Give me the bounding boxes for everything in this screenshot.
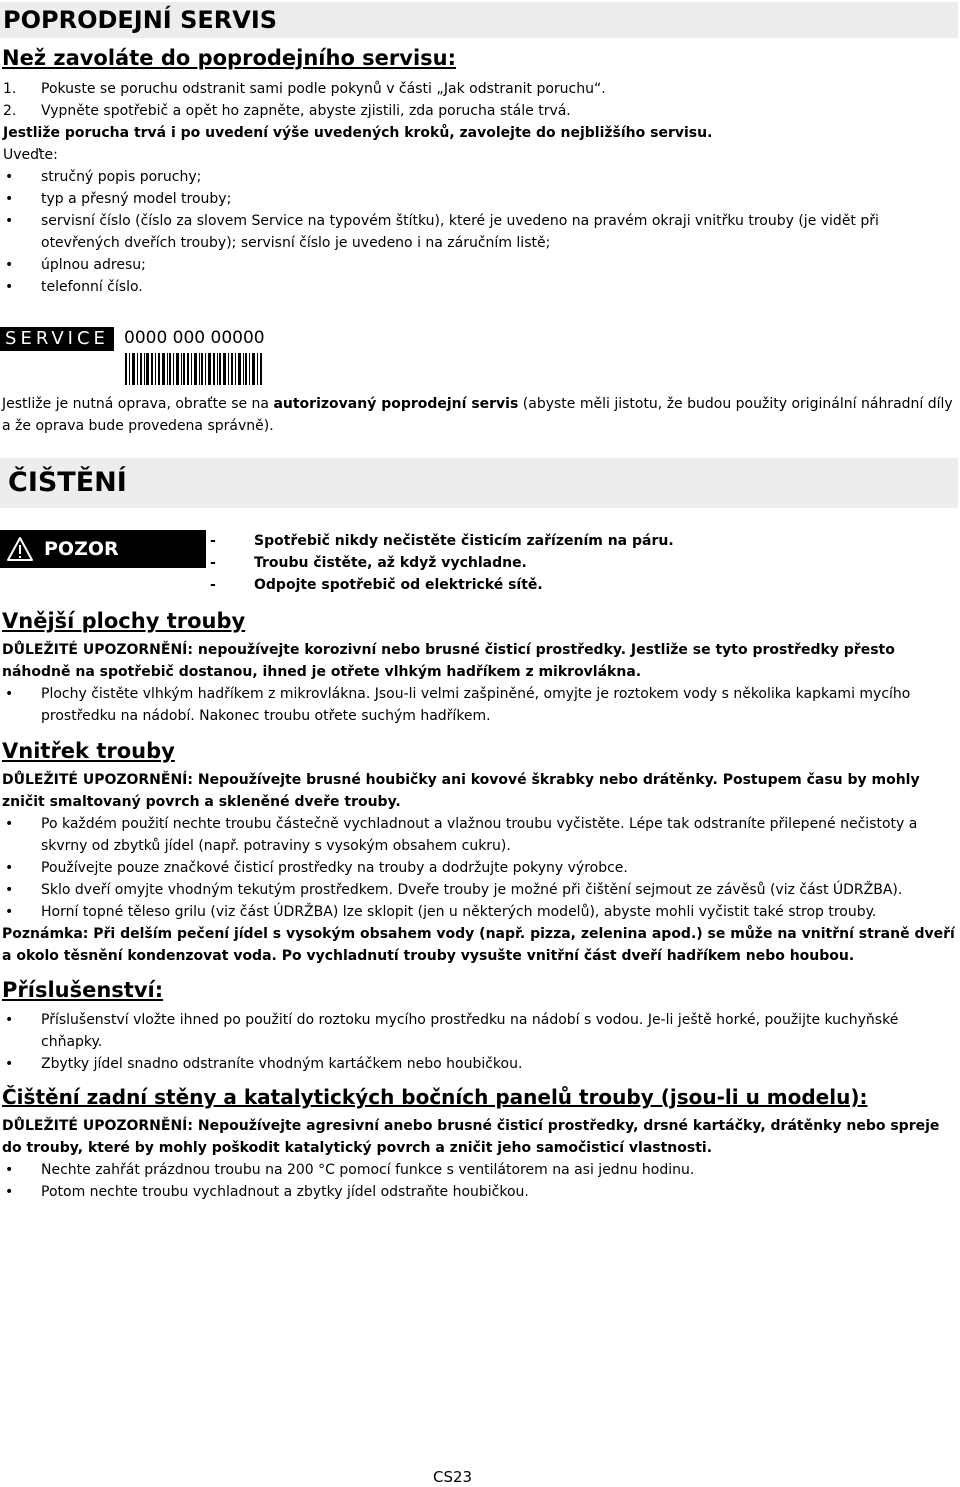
step-text: Vypněte spotřebič a opět ho zapněte, abyste zjistili, zda porucha stále trvá. [41,103,571,119]
barcode-icon [125,353,262,385]
bullet-icon: • [5,257,14,273]
step-number: 1. [3,81,17,97]
bullet-icon: • [5,816,14,832]
list-item: • servisní číslo (číslo za slovem Service na typovém štítku), které je uvedeno na pravém okraji vnitřku trouby (je vidět při otevřených dveřích trouby); servisní číslo je uvedeno i na záručním listě; [0,210,958,254]
interior-note: DŮLEŽITÉ UPOZORNĚNÍ: Nepoužívejte brusné houbičky ani kovové škrabky nebo drátěnky. Postupem času by mohly zničit smaltovaný povrch a skleněné dveře trouby. [2,772,920,810]
page-number: CS23 [433,1468,473,1486]
bullet-icon: • [5,860,14,876]
list-item: • úplnou adresu; [0,254,958,276]
list-item: • Zbytky jídel snadno odstraníte vhodným kartáčkem nebo houbičkou. [0,1053,958,1075]
warning-icon [6,536,34,562]
interior-remark: Poznámka: Při delším pečení jídel s vysokým obsahem vody (např. pizza, zelenina apod.) se může na vnitřní straně dveří a okolo těsnění kondenzovat voda. Po vychladnutí trouby vysušte vnitřní část dveří hadříkem nebo houbou. [2,926,955,964]
section-header-service [0,2,958,38]
section-header-cleaning [0,458,958,508]
persist-note: Jestliže porucha trvá i po uvedení výše uvedených kroků, zavolejte do nejbližšího servisu. [3,125,713,141]
warning-label: POZOR [44,538,119,560]
list-item: • Příslušenství vložte ihned po použití do roztoku mycího prostředku na nádobí s vodou. Je-li ještě horké, použijte kuchyňské chňapky. [0,1009,958,1053]
heading-before-calling: Než zavoláte do poprodejního servisu: [2,46,457,70]
list-item: • Horní topné těleso grilu (viz část ÚDRŽBA) lze sklopit (jen u některých modelů), abyste mohli vyčistit také strop trouby. [0,901,958,923]
list-item: • Používejte pouze značkové čisticí prostředky na trouby a dodržujte pokyny výrobce. [0,857,958,879]
bullet-icon: • [5,882,14,898]
list-item: • typ a přesný model trouby; [0,188,958,210]
page: POPRODEJNÍ SERVIS Než zavoláte do poprodejního servisu: 1. Pokuste se poruchu odstranit sami podle pokynů v části „Jak odstranit poruchu“. 2. Vypněte spotřebič a opět ho zapněte, abyste zjistili, zda porucha stále trvá. Jestliže porucha trvá i po uvedení výše uvedených kroků, zavolejte do nejbližšího servisu. Uveďte: • stručný popis poruchy; • typ a přesný model trouby; • servisní číslo (číslo za slovem Service na typovém štítku), které je uvedeno na pravém okraji vnitřku trouby (je vidět při otevřených dveřích trouby); servisní číslo je uvedeno i na záručním listě; • úplnou adresu; • telefonní číslo. SERVICE 0000 000 00000 Jestliže je nutná oprava, obraťte se na autorizovaný poprodejní servis (abyste měli jistotu, že budou použity originální náhradní díly a že oprava bude provedena správně). ČIŠTĚNÍ POZOR - Spotřebič nikdy nečistěte čisticím zařízením na páru. - Troubu čistěte, až když vychladne. - Odpojte spotřebič od elektrické sítě. Vnější plochy trouby DŮLEŽITÉ UPOZORNĚNÍ: nepoužívejte korozivní nebo brusné čisticí prostředky. Jestliže se tyto prostředky přesto náhodně na spotřebič dostanou, ihned je otřete vlhkým hadříkem z mikrovlákna. • Plochy čistěte vlhkým hadříkem z mikrovlákna. Jsou-li velmi zašpiněné, omyjte je roztokem vody s několika kapkami mycího prostředku na nádobí. Nakonec troubu otřete suchým hadříkem. Vnitřek trouby DŮLEŽITÉ UPOZORNĚNÍ: Nepoužívejte brusné houbičky ani kovové škrabky nebo drátěnky. Postupem času by mohly zničit smaltovaný povrch a skleněné dveře trouby. • Po každém použití nechte troubu částečně vychladnout a vlažnou troubu vyčistěte. Lépe tak odstraníte přilepené nečistoty a skvrny od zbytků jídel (např. potraviny s vysokým obsahem cukru). • Používejte pouze značkové čisticí prostředky na trouby a dodržujte pokyny výrobce. • Sklo dveří omyjte vhodným tekutým prostředkem. Dveře trouby je možné při čištění sejmout ze závěsů (viz část ÚDRŽBA). • Horní topné těleso grilu (viz část ÚDRŽBA) lze sklopit (jen u některých modelů), abyste mohli vyčistit také strop trouby. Poznámka: Při delším pečení jídel s vysokým obsahem vody (např. pizza, zelenina apod.) se může na vnitřní straně dveří a okolo těsnění kondenzovat voda. Po vychladnutí trouby vysušte vnitřní část dveří hadříkem nebo houbou. Příslušenství: • Příslušenství vložte ihned po použití do roztoku mycího prostředku na nádobí s vodou. Je-li ještě horké, použijte kuchyňské chňapky. • Zbytky jídel snadno odstraníte vhodným kartáčkem nebo houbičkou. Čištění zadní stěny a katalytických bočních panelů trouby (jsou-li u modelu): DŮLEŽITÉ UPOZORNĚNÍ: Nepoužívejte agresivní anebo brusné čisticí prostředky, drsné kartáčky, drátěnky nebo spreje do trouby, které by mohly poškodit katalytický povrch a zničit jeho samočisticí vlastnosti. • Nechte zahřát prázdnou troubu na 200 °C pomocí funkce s ventilátorem na asi jednu hodinu. • Potom nechte troubu vychladnout a zbytky jídel odstraňte houbičkou. CS23 [0,0,960,1486]
bullet-icon: • [5,279,14,295]
section-title: POPRODEJNÍ SERVIS [3,6,278,34]
list-item: • telefonní číslo. [0,276,958,298]
bullet-icon: • [5,191,14,207]
list-item: • Nechte zahřát prázdnou troubu na 200 °C pomocí funkce s ventilátorem na asi jednu hodinu. [0,1159,958,1181]
heading-exterior: Vnější plochy trouby [2,609,246,633]
warning-badge [0,530,206,568]
list-item: • Potom nechte troubu vychladnout a zbytky jídel odstraňte houbičkou. [0,1181,958,1203]
bullet-icon: • [5,1184,14,1200]
list-item: • Plochy čistěte vlhkým hadříkem z mikrovlákna. Jsou-li velmi zašpiněné, omyjte je roztokem vody s několika kapkami mycího prostředku na nádobí. Nakonec troubu otřete suchým hadříkem. [0,683,958,727]
bullet-icon: • [5,1012,14,1028]
list-item: • Sklo dveří omyjte vhodným tekutým prostředkem. Dveře trouby je možné při čištění sejmout ze závěsů (viz část ÚDRŽBA). [0,879,958,901]
bullet-icon: • [5,1056,14,1072]
rear-note: DŮLEŽITÉ UPOZORNĚNÍ: Nepoužívejte agresivní anebo brusné čisticí prostředky, drsné kartáčky, drátěnky nebo spreje do trouby, které by mohly poškodit katalytický povrch a zničit jeho samočisticí vlastnosti. [2,1118,940,1156]
bullet-icon: • [5,904,14,920]
heading-interior: Vnitřek trouby [2,739,175,763]
bullet-icon: • [5,169,14,185]
section-title: ČIŠTĚNÍ [8,467,127,498]
step-number: 2. [3,103,17,119]
bullet-icon: • [5,213,14,229]
repair-note: Jestliže je nutná oprava, obraťte se na autorizovaný poprodejní servis (abyste měli jistotu, že budou použity originální náhradní díly a že oprava bude provedena správně). [2,396,953,434]
list-item: • Po každém použití nechte troubu částečně vychladnout a vlažnou troubu vyčistěte. Lépe tak odstraníte přilepené nečistoty a skvrny od zbytků jídel (např. potraviny s vysokým obsahem cukru). [0,813,958,857]
list-item: • stručný popis poruchy; [0,166,958,188]
service-label: SERVICE [0,327,114,351]
service-number: 0000 000 00000 [124,328,265,348]
provide-intro: Uveďte: [3,147,58,163]
step-text: Pokuste se poruchu odstranit sami podle pokynů v části „Jak odstranit poruchu“. [41,81,606,97]
heading-rear-wall: Čištění zadní stěny a katalytických bočních panelů trouby (jsou-li u modelu): [2,1085,868,1109]
bullet-icon: • [5,1162,14,1178]
bullet-icon: • [5,686,14,702]
heading-accessories: Příslušenství: [2,978,164,1002]
exterior-note: DŮLEŽITÉ UPOZORNĚNÍ: nepoužívejte korozivní nebo brusné čisticí prostředky. Jestliže se tyto prostředky přesto náhodně na spotřebič dostanou, ihned je otřete vlhkým hadříkem z mikrovlákna. [2,642,895,680]
